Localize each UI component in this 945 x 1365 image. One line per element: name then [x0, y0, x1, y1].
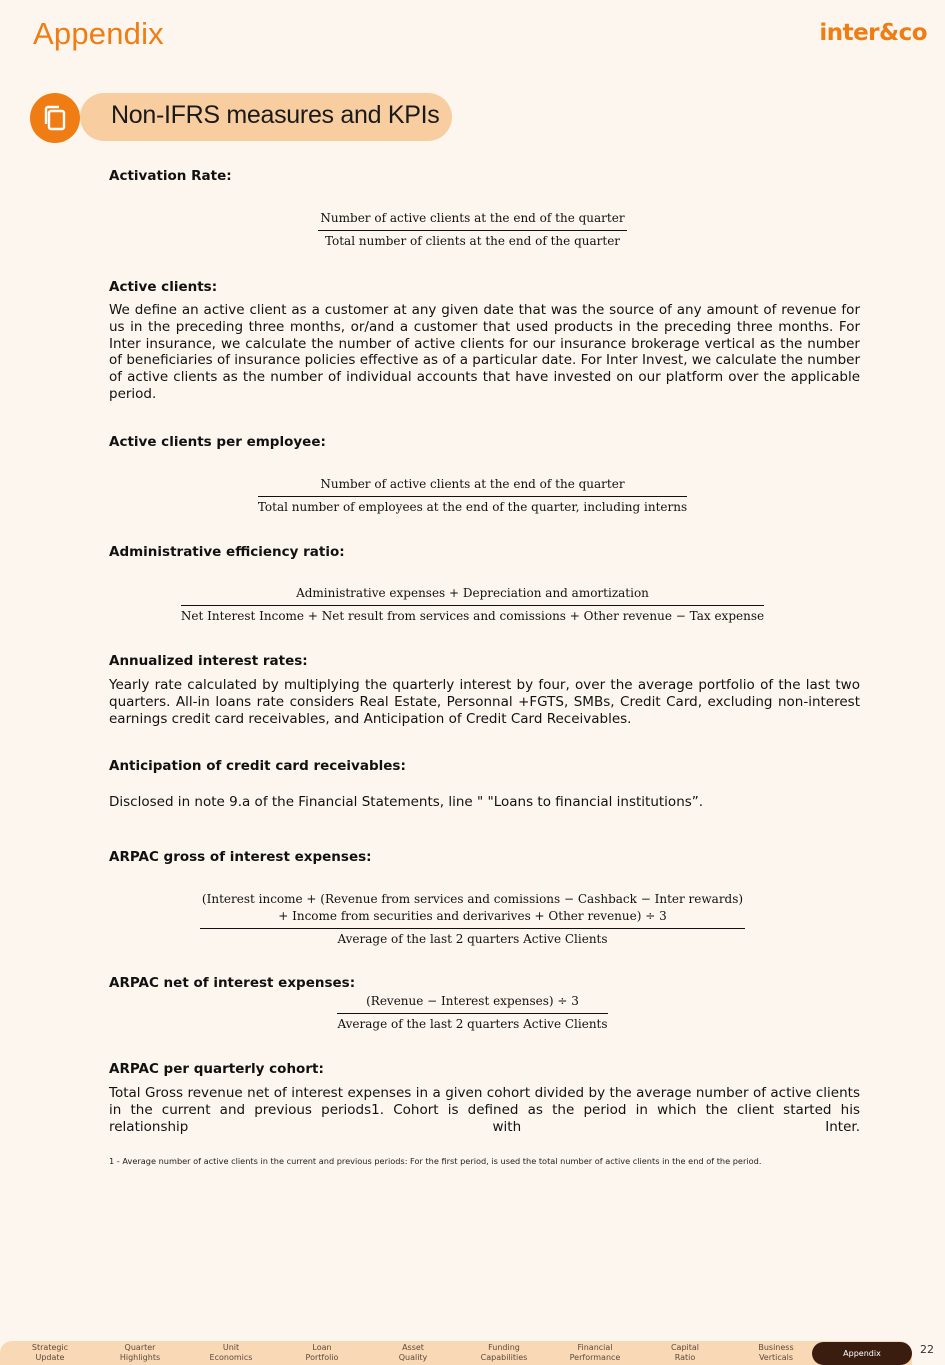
active-clients-per-employee-formula	[0, 476, 945, 515]
nav-item-strategic-update[interactable]	[5, 1343, 95, 1363]
formula-denominator: Total number of clients at the end of the quarter	[324, 234, 621, 248]
nav-label: Asset	[402, 1343, 424, 1352]
page-number: 22	[920, 1343, 934, 1356]
formula-numerator: (Revenue − Interest expenses) ÷ 3	[337, 993, 607, 1014]
nav-item-quarter-highlights[interactable]	[95, 1343, 185, 1363]
administrative-efficiency-heading: Administrative efficiency ratio:	[109, 544, 345, 560]
brand-logo: inter&co	[819, 20, 927, 46]
page-title: Appendix	[33, 16, 164, 51]
nav-item-business-verticals[interactable]	[731, 1343, 821, 1363]
nav-label: Economics	[209, 1353, 253, 1362]
administrative-efficiency-formula	[0, 585, 945, 624]
section-title-pill	[80, 93, 452, 141]
nav-item-asset-quality[interactable]	[368, 1343, 458, 1363]
nav-item-capital-ratio[interactable]	[640, 1343, 730, 1363]
formula-denominator: Net Interest Income + Net result from services and comissions + Other revenue − Tax expense	[180, 609, 765, 623]
arpac-net-formula	[0, 993, 945, 1032]
nav-label: Funding	[488, 1343, 520, 1352]
arpac-gross-heading: ARPAC gross of interest expenses:	[109, 849, 372, 865]
nav-item-loan-portfolio[interactable]	[277, 1343, 367, 1363]
nav-item-financial-performance[interactable]	[550, 1343, 640, 1363]
footnote: 1 - Average number of active clients in the current and previous periods: For the first period, is used the total number of active clients in the end of the period.	[109, 1156, 762, 1166]
nav-label: Capital	[670, 1343, 700, 1352]
nav-label: Performance	[569, 1353, 621, 1362]
annualized-interest-rates-heading: Annualized interest rates:	[109, 653, 308, 669]
anticipation-heading: Anticipation of credit card receivables:	[109, 758, 406, 774]
nav-label: Quality	[398, 1353, 428, 1362]
annualized-interest-rates-text: Yearly rate calculated by multiplying the quarterly interest by four, over the average portfolio of the last two quarters. All-in loans rate considers Real Estate, Personnal +FGTS, SMBs, Credit Card, excluding non-interest earnings credit card receivables, and Anticipation of Credit Card Receivables.	[109, 677, 860, 727]
formula-numerator-line-2: + Income from securities and derivarives + Other revenue) ÷ 3	[278, 909, 667, 923]
nav-label: Financial	[577, 1343, 613, 1352]
nav-label: Ratio	[674, 1353, 696, 1362]
active-clients-text: We define an active client as a customer at any given date that was the source of any amount of revenue for us in the preceding three months, or/and a customer that used products in the preceding three months. For Inter insurance, we calculate the number of active clients for our insurance brokerage vertical as the number of beneficiaries of insurance policies effective as of a particular date. For Inter Invest, we calculate the number of active clients as the number of individual accounts that have invested on our platform over the applicable period.	[109, 302, 860, 402]
arpac-cohort-text: Total Gross revenue net of interest expenses in a given cohort divided by the average number of active clients in the current and previous periods1. Cohort is defined as the period in which the client started his relationship with Inter.	[109, 1085, 860, 1135]
nav-label: Highlights	[119, 1353, 161, 1362]
formula-numerator: Administrative expenses + Depreciation and amortization	[181, 585, 764, 606]
active-clients-per-employee-heading: Active clients per employee:	[109, 434, 326, 450]
nav-label: Update	[35, 1353, 65, 1362]
active-clients-heading: Active clients:	[109, 279, 218, 295]
formula-denominator: Average of the last 2 quarters Active Clients	[337, 1017, 608, 1031]
formula-numerator	[200, 891, 745, 929]
formula-numerator: Number of active clients at the end of the quarter	[258, 476, 687, 497]
nav-item-unit-economics[interactable]	[186, 1343, 276, 1363]
activation-rate-formula	[0, 210, 945, 249]
nav-item-appendix[interactable]: Appendix	[812, 1342, 912, 1365]
nav-label: Capabilities	[480, 1353, 528, 1362]
anticipation-text: Disclosed in note 9.a of the Financial Statements, line " "Loans to financial institutions”.	[109, 794, 704, 810]
nav-label: Quarter	[124, 1343, 156, 1352]
formula-numerator-line-1: (Interest income + (Revenue from services and comissions − Cashback − Inter rewards)	[201, 892, 744, 906]
nav-label: Loan	[312, 1343, 332, 1352]
arpac-cohort-heading: ARPAC per quarterly cohort:	[109, 1061, 324, 1077]
arpac-net-heading: ARPAC net of interest expenses:	[109, 975, 356, 991]
nav-label: Strategic	[31, 1343, 69, 1352]
nav-label: Verticals	[758, 1353, 794, 1362]
nav-label: Unit	[222, 1343, 240, 1352]
arpac-gross-formula	[0, 891, 945, 947]
nav-label: Business	[758, 1343, 794, 1352]
formula-denominator: Average of the last 2 quarters Active Clients	[337, 932, 608, 946]
activation-rate-heading: Activation Rate:	[109, 168, 232, 184]
nav-label: Portfolio	[305, 1353, 339, 1362]
nav-item-funding-capabilities[interactable]	[459, 1343, 549, 1363]
copy-icon	[30, 93, 80, 143]
formula-denominator: Total number of employees at the end of the quarter, including interns	[257, 500, 688, 514]
formula-numerator: Number of active clients at the end of the quarter	[318, 210, 626, 231]
section-title: Non-IFRS measures and KPIs	[111, 101, 440, 129]
